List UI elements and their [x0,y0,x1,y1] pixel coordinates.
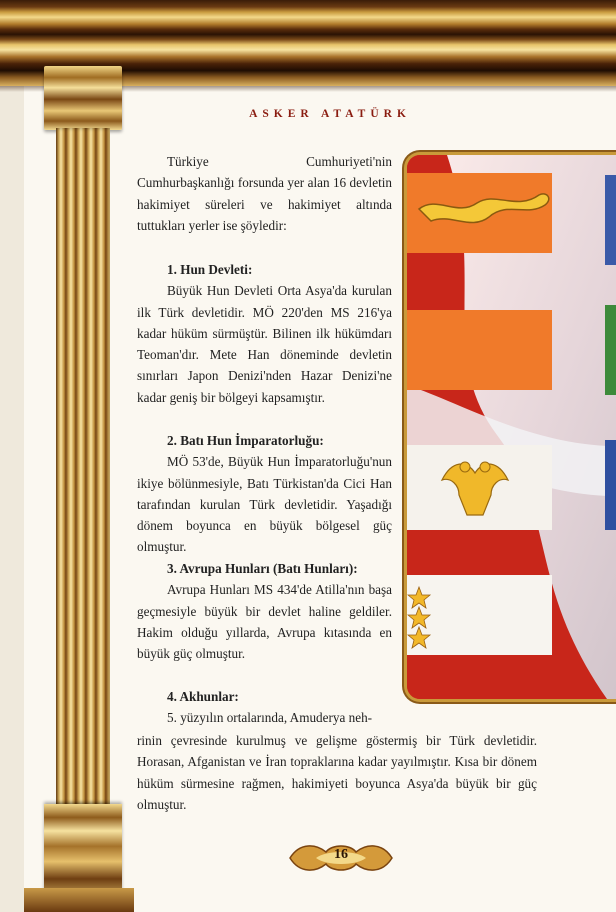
section-heading: 4. Akhunlar: [167,689,239,704]
page-number: 16 [334,847,348,862]
section-body: Büyük Hun Devleti Orta Asya'da kurulan ilk Türk devletidir. MÖ 220'den MS 216'ya kadar hüküm sürmüştür. Bilinen ilk hükümdarı Teoman'dır. Mete Han döneminde devletin sınırları Japon Denizi'nden Hazar Denizi'ne kadar geniş bir bölgeyi kapsamıştır. [137,283,392,405]
blue-flag [605,440,616,530]
section-body: Avrupa Hunları MS 434'de Atilla'nın başa geçmesiyle büyük bir devlet haline geldiler. Hakim olduğu yıllarda, Avrupa kıtasında en büyük güç olmuştur. [137,582,392,662]
section-heading: 3. Avrupa Hunları (Batı Hunları): [167,561,358,576]
column-base-ornament [44,804,122,900]
section-body-wide: rinin çevresinde kurulmuş ve gelişme göstermiş bir Türk devletidir. Horasan, Afganistan ve İran topraklarına kadar yayılmıştır. Kısa bir dönem hüküm sürmesine rağmen, hakimiyeti boyunca Asya'da büyük bir güç olmuştur. [137,733,537,812]
blue-flag [605,175,616,265]
intro-paragraph: Türkiye Cumhuriyeti'nin Cumhurbaşkanlığı forsunda yer alan 16 devletin hakimiyet süreleri ve hakimiyet altında tuttukları yerler ise şöyledir: [137,154,392,233]
historical-flags-image [404,152,616,702]
section-4-continued [137,730,537,815]
column-capital-ornament [44,66,122,130]
section-1 [137,259,392,408]
section-4 [137,686,437,729]
section-3 [137,558,392,664]
section-heading: 2. Batı Hun İmparatorluğu: [167,433,324,448]
fluted-column-ornament [56,128,110,804]
green-flag [605,305,616,395]
section-2 [137,430,392,558]
section-body: MÖ 53'de, Büyük Hun İmparatorluğu'nun ikiye bölünmesiyle, Batı Türkistan'da Cici Han tarafından kurulan Türk devletidir. Yaşadığı dönem boyunca en büyük bölgesel güç olmuştur. [137,454,392,555]
intro-block [137,151,392,236]
section-heading: 1. Hun Devleti: [167,262,253,277]
flags-illustration [407,155,616,699]
section-body-start: 5. yüzyılın ortalarında, Amuderya neh- [167,710,373,726]
running-title: ASKER ATATÜRK [249,108,411,120]
column-plinth-ornament [24,888,134,912]
page-margin [0,0,24,912]
orange-flag [407,310,552,390]
